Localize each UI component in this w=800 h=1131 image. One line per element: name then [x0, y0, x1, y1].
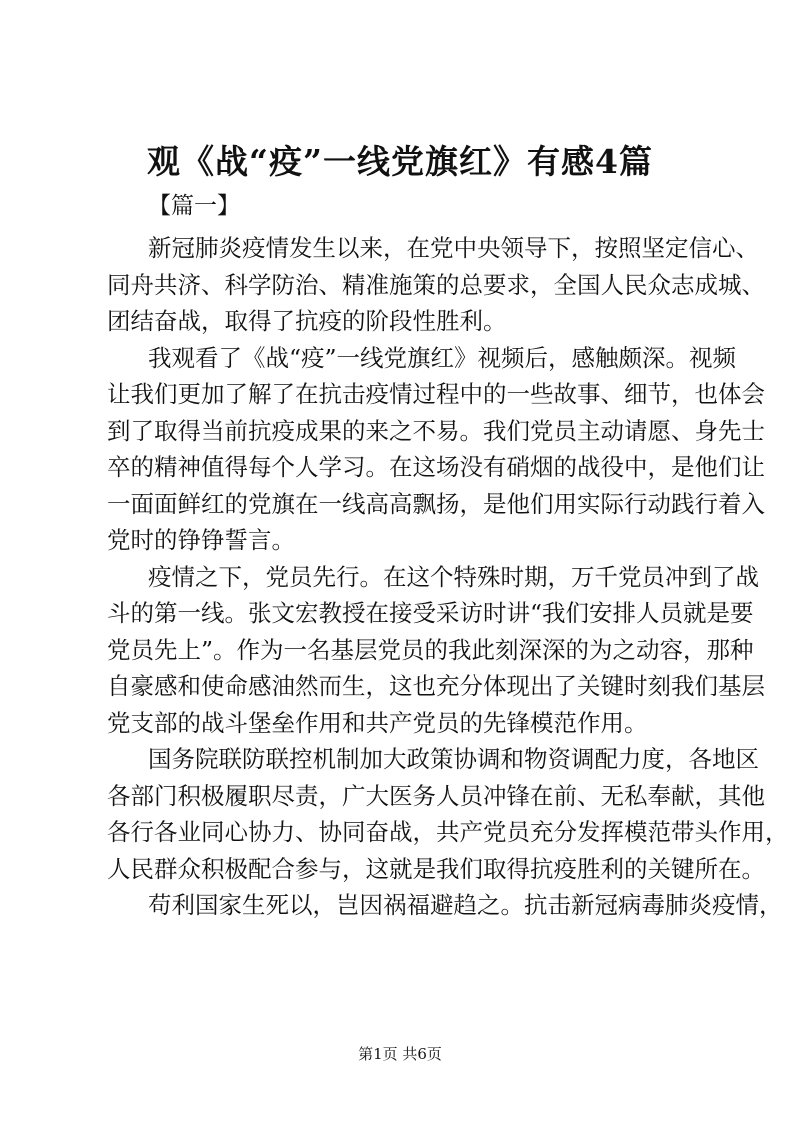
paragraph-line: 国务院联防联控机制加大政策协调和物资调配力度，各地区: [148, 745, 759, 773]
page-footer: 第1页 共6页: [358, 1045, 442, 1063]
paragraph-line: 党员先上”。作为一名基层党员的我此刻深深的为之动容，那种: [107, 635, 754, 664]
paragraph-line: 党支部的战斗堡垒作用和共产党员的先锋模范作用。: [107, 708, 648, 737]
paragraph-line: 各行各业同心协力、协同奋战，共产党员充分发挥模范带头作用，: [107, 818, 789, 846]
paragraph-line: 人民群众积极配合参与，这就是我们取得抗疫胜利的关键所在。: [107, 854, 765, 883]
paragraph-4: [107, 741, 789, 887]
paragraph-line: 团结奋战，取得了抗疫的阶段性胜利。: [107, 307, 507, 335]
paragraph-2: [107, 340, 765, 559]
paragraph-line: 疫情之下，党员先行。在这个特殊时期，万千党员冲到了战: [148, 562, 759, 591]
paragraph-line: 到了取得当前抗疫成果的来之不易。我们党员主动请愿、身先士: [107, 416, 765, 445]
paragraph-line: 新冠肺炎疫情发生以来，在党中央领导下，按照坚定信心、: [148, 234, 759, 262]
paragraph-3: [107, 559, 765, 742]
paragraph-line: 让我们更加了解了在抗击疫情过程中的一些故事、细节，也体会: [107, 380, 765, 408]
paragraph-line: 苟利国家生死以，岂因祸福避趋之。抗击新冠病毒肺炎疫情，: [148, 891, 783, 919]
paragraph-1: [107, 230, 765, 340]
paragraph-line: 同舟共济、科学防治、精准施策的总要求，全国人民众志成城、: [107, 270, 765, 299]
paragraph-line: 斗的第一线。张文宏教授在接受采访时讲“我们安排人员就是要: [107, 599, 754, 627]
paragraph-line: 卒的精神值得每个人学习。在这场没有硝烟的战役中，是他们让: [107, 453, 765, 481]
paragraph-line: 党时的铮铮誓言。: [107, 526, 295, 554]
section-label: 【篇一】: [148, 193, 240, 219]
paragraph-line: 一面面鲜红的党旗在一线高高飘扬，是他们用实际行动践行着入: [107, 489, 765, 518]
paragraph-line: 自豪感和使命感油然而生，这也充分体现出了关键时刻我们基层: [107, 672, 765, 700]
document-body: [107, 230, 789, 924]
paragraph-line: 我观看了《战“疫”一线党旗红》视频后，感触颇深。视频: [148, 343, 737, 372]
paragraph-5: [107, 887, 783, 924]
document-title: 观《战“疫”一线党旗红》有感4篇: [147, 142, 653, 181]
paragraph-line: 各部门积极履职尽责，广大医务人员冲锋在前、无私奉献，其他: [107, 781, 765, 810]
